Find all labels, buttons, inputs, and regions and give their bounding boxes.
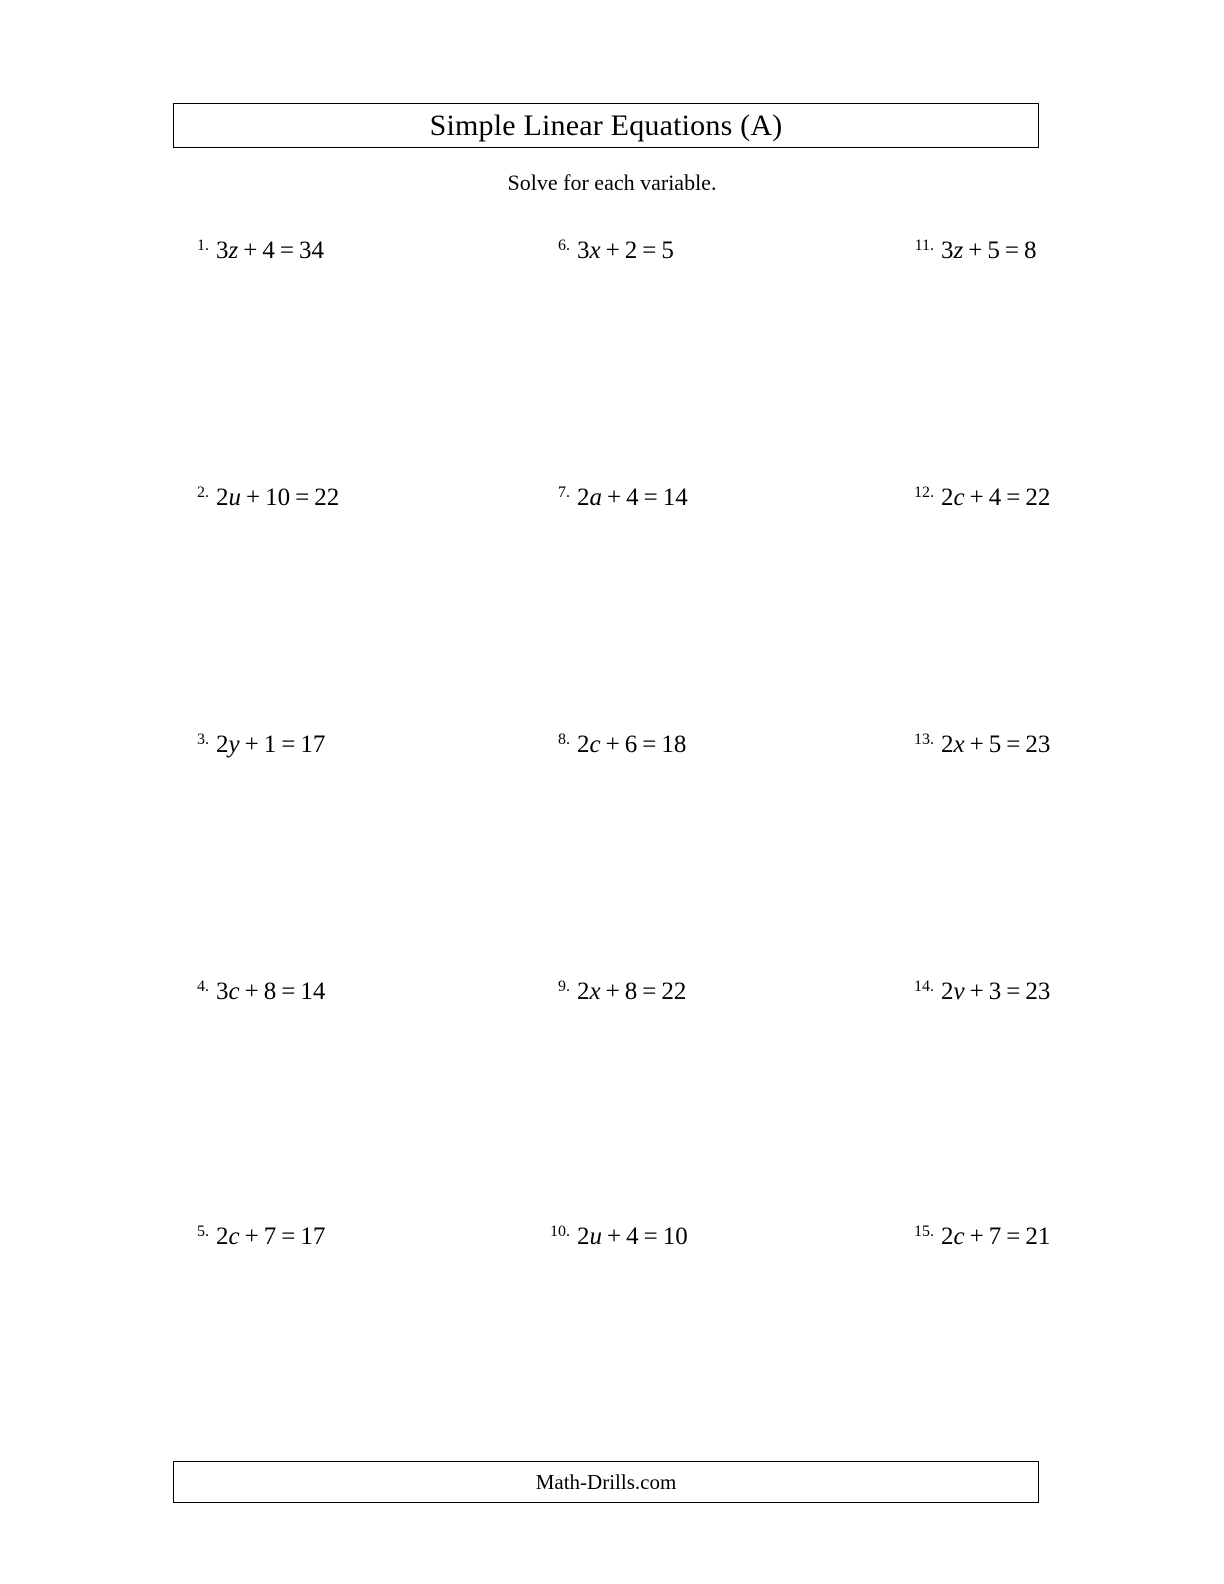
equals-sign: = [1001,484,1026,511]
operator: + [241,484,266,511]
coefficient: 3 [577,237,590,264]
constant: 7 [988,1223,1002,1250]
operator: + [600,731,625,758]
variable: y [228,731,240,758]
constant: 6 [624,731,638,758]
equals-sign: = [637,237,662,264]
right-hand-side: 5 [661,237,674,264]
question-number: 9. [558,978,570,995]
constant: 4 [626,1223,639,1250]
equation-text [941,731,1050,759]
question-item [197,484,340,512]
right-hand-side: 23 [1025,731,1051,758]
equation-text [941,484,1050,512]
question-item [914,731,1051,759]
constant: 7 [263,1223,277,1250]
question-number: 13. [914,731,934,748]
coefficient: 2 [941,731,954,758]
question-number: 12. [914,484,934,501]
equation-text [577,731,686,759]
question-item [914,1223,1051,1251]
instructions-text: Solve for each variable. [507,170,717,195]
variable: z [228,237,239,264]
coefficient: 3 [941,237,954,264]
operator: + [964,731,989,758]
equals-sign: = [638,484,663,511]
variable: u [228,484,241,511]
operator: + [602,1223,627,1250]
question-number: 6. [558,237,570,254]
equals-sign: = [290,484,315,511]
equation-text [941,978,1050,1006]
footer-credit: Math-Drills.com [535,1469,677,1494]
coefficient: 2 [216,1223,229,1250]
coefficient: 3 [216,237,229,264]
variable: c [953,484,965,511]
variable: x [953,731,965,758]
operator: + [963,237,988,264]
equals-sign: = [637,731,662,758]
right-hand-side: 21 [1025,1223,1051,1250]
coefficient: 2 [577,1223,590,1250]
equals-sign: = [276,1223,301,1250]
equation-text [216,237,324,265]
constant: 8 [624,978,638,1005]
constant: 5 [987,237,1000,264]
footer-box [173,1461,1039,1503]
question-number: 8. [558,731,570,748]
equation-text [216,484,339,512]
equation-text [577,237,674,265]
right-hand-side: 14 [662,484,688,511]
question-item [914,978,1051,1006]
coefficient: 2 [941,978,954,1005]
question-item [558,484,688,512]
question-item [914,484,1051,512]
variable: x [589,237,601,264]
coefficient: 2 [577,978,590,1005]
variable: a [589,484,602,511]
equation-text [577,484,688,512]
right-hand-side: 14 [300,978,326,1005]
right-hand-side: 34 [298,237,324,264]
operator: + [238,237,263,264]
equation-text [577,1223,688,1251]
variable: z [953,237,964,264]
right-hand-side: 17 [300,1223,326,1250]
question-item [197,978,326,1006]
equation-text [941,1223,1050,1251]
constant: 4 [262,237,275,264]
operator: + [964,1223,989,1250]
equals-sign: = [1001,978,1026,1005]
constant: 4 [626,484,639,511]
coefficient: 2 [941,484,954,511]
constant: 4 [988,484,1002,511]
variable: c [228,978,240,1005]
constant: 3 [988,978,1002,1005]
right-hand-side: 17 [300,731,326,758]
operator: + [964,978,989,1005]
right-hand-side: 23 [1025,978,1051,1005]
variable: u [589,1223,602,1250]
worksheet-title-box [173,103,1039,148]
page-title: Simple Linear Equations (A) [429,108,783,142]
question-number: 14. [914,978,934,995]
question-item [197,731,326,759]
operator: + [964,484,989,511]
constant: 2 [624,237,638,264]
right-hand-side: 8 [1023,237,1037,264]
variable: v [953,978,965,1005]
coefficient: 2 [577,731,590,758]
question-number: 7. [558,484,570,501]
equals-sign: = [276,731,301,758]
question-item [197,237,324,265]
question-number: 11. [914,237,934,254]
equation-text [577,978,686,1006]
equals-sign: = [1001,731,1026,758]
equals-sign: = [638,1223,663,1250]
question-item [914,237,1037,265]
operator: + [239,731,264,758]
question-number: 4. [197,978,209,995]
question-number: 1. [197,237,209,254]
question-number: 10. [550,1223,570,1240]
operator: + [600,978,625,1005]
equals-sign: = [274,237,299,264]
equals-sign: = [276,978,301,1005]
constant: 1 [263,731,277,758]
variable: c [953,1223,965,1250]
equation-text [216,978,325,1006]
questions-grid [90,212,1134,1312]
right-hand-side: 22 [661,978,687,1005]
coefficient: 2 [216,484,229,511]
question-item [558,978,687,1006]
right-hand-side: 22 [314,484,340,511]
operator: + [600,237,625,264]
constant: 5 [988,731,1002,758]
coefficient: 2 [577,484,590,511]
question-item [558,237,674,265]
question-item [197,1223,326,1251]
operator: + [239,1223,264,1250]
coefficient: 2 [216,731,229,758]
right-hand-side: 10 [662,1223,688,1250]
variable: c [228,1223,240,1250]
question-number: 5. [197,1223,209,1240]
coefficient: 2 [941,1223,954,1250]
right-hand-side: 22 [1025,484,1051,511]
equals-sign: = [637,978,662,1005]
constant: 10 [265,484,291,511]
question-number: 2. [197,484,209,501]
variable: c [589,731,601,758]
equation-text [216,731,325,759]
question-number: 3. [197,731,209,748]
equals-sign: = [1001,1223,1026,1250]
equation-text [216,1223,325,1251]
coefficient: 3 [216,978,229,1005]
equation-text [941,237,1036,265]
question-number: 15. [914,1223,934,1240]
operator: + [602,484,627,511]
variable: x [589,978,601,1005]
constant: 8 [263,978,277,1005]
question-item [558,731,687,759]
operator: + [239,978,264,1005]
equals-sign: = [999,237,1024,264]
right-hand-side: 18 [661,731,687,758]
question-item [550,1223,688,1251]
